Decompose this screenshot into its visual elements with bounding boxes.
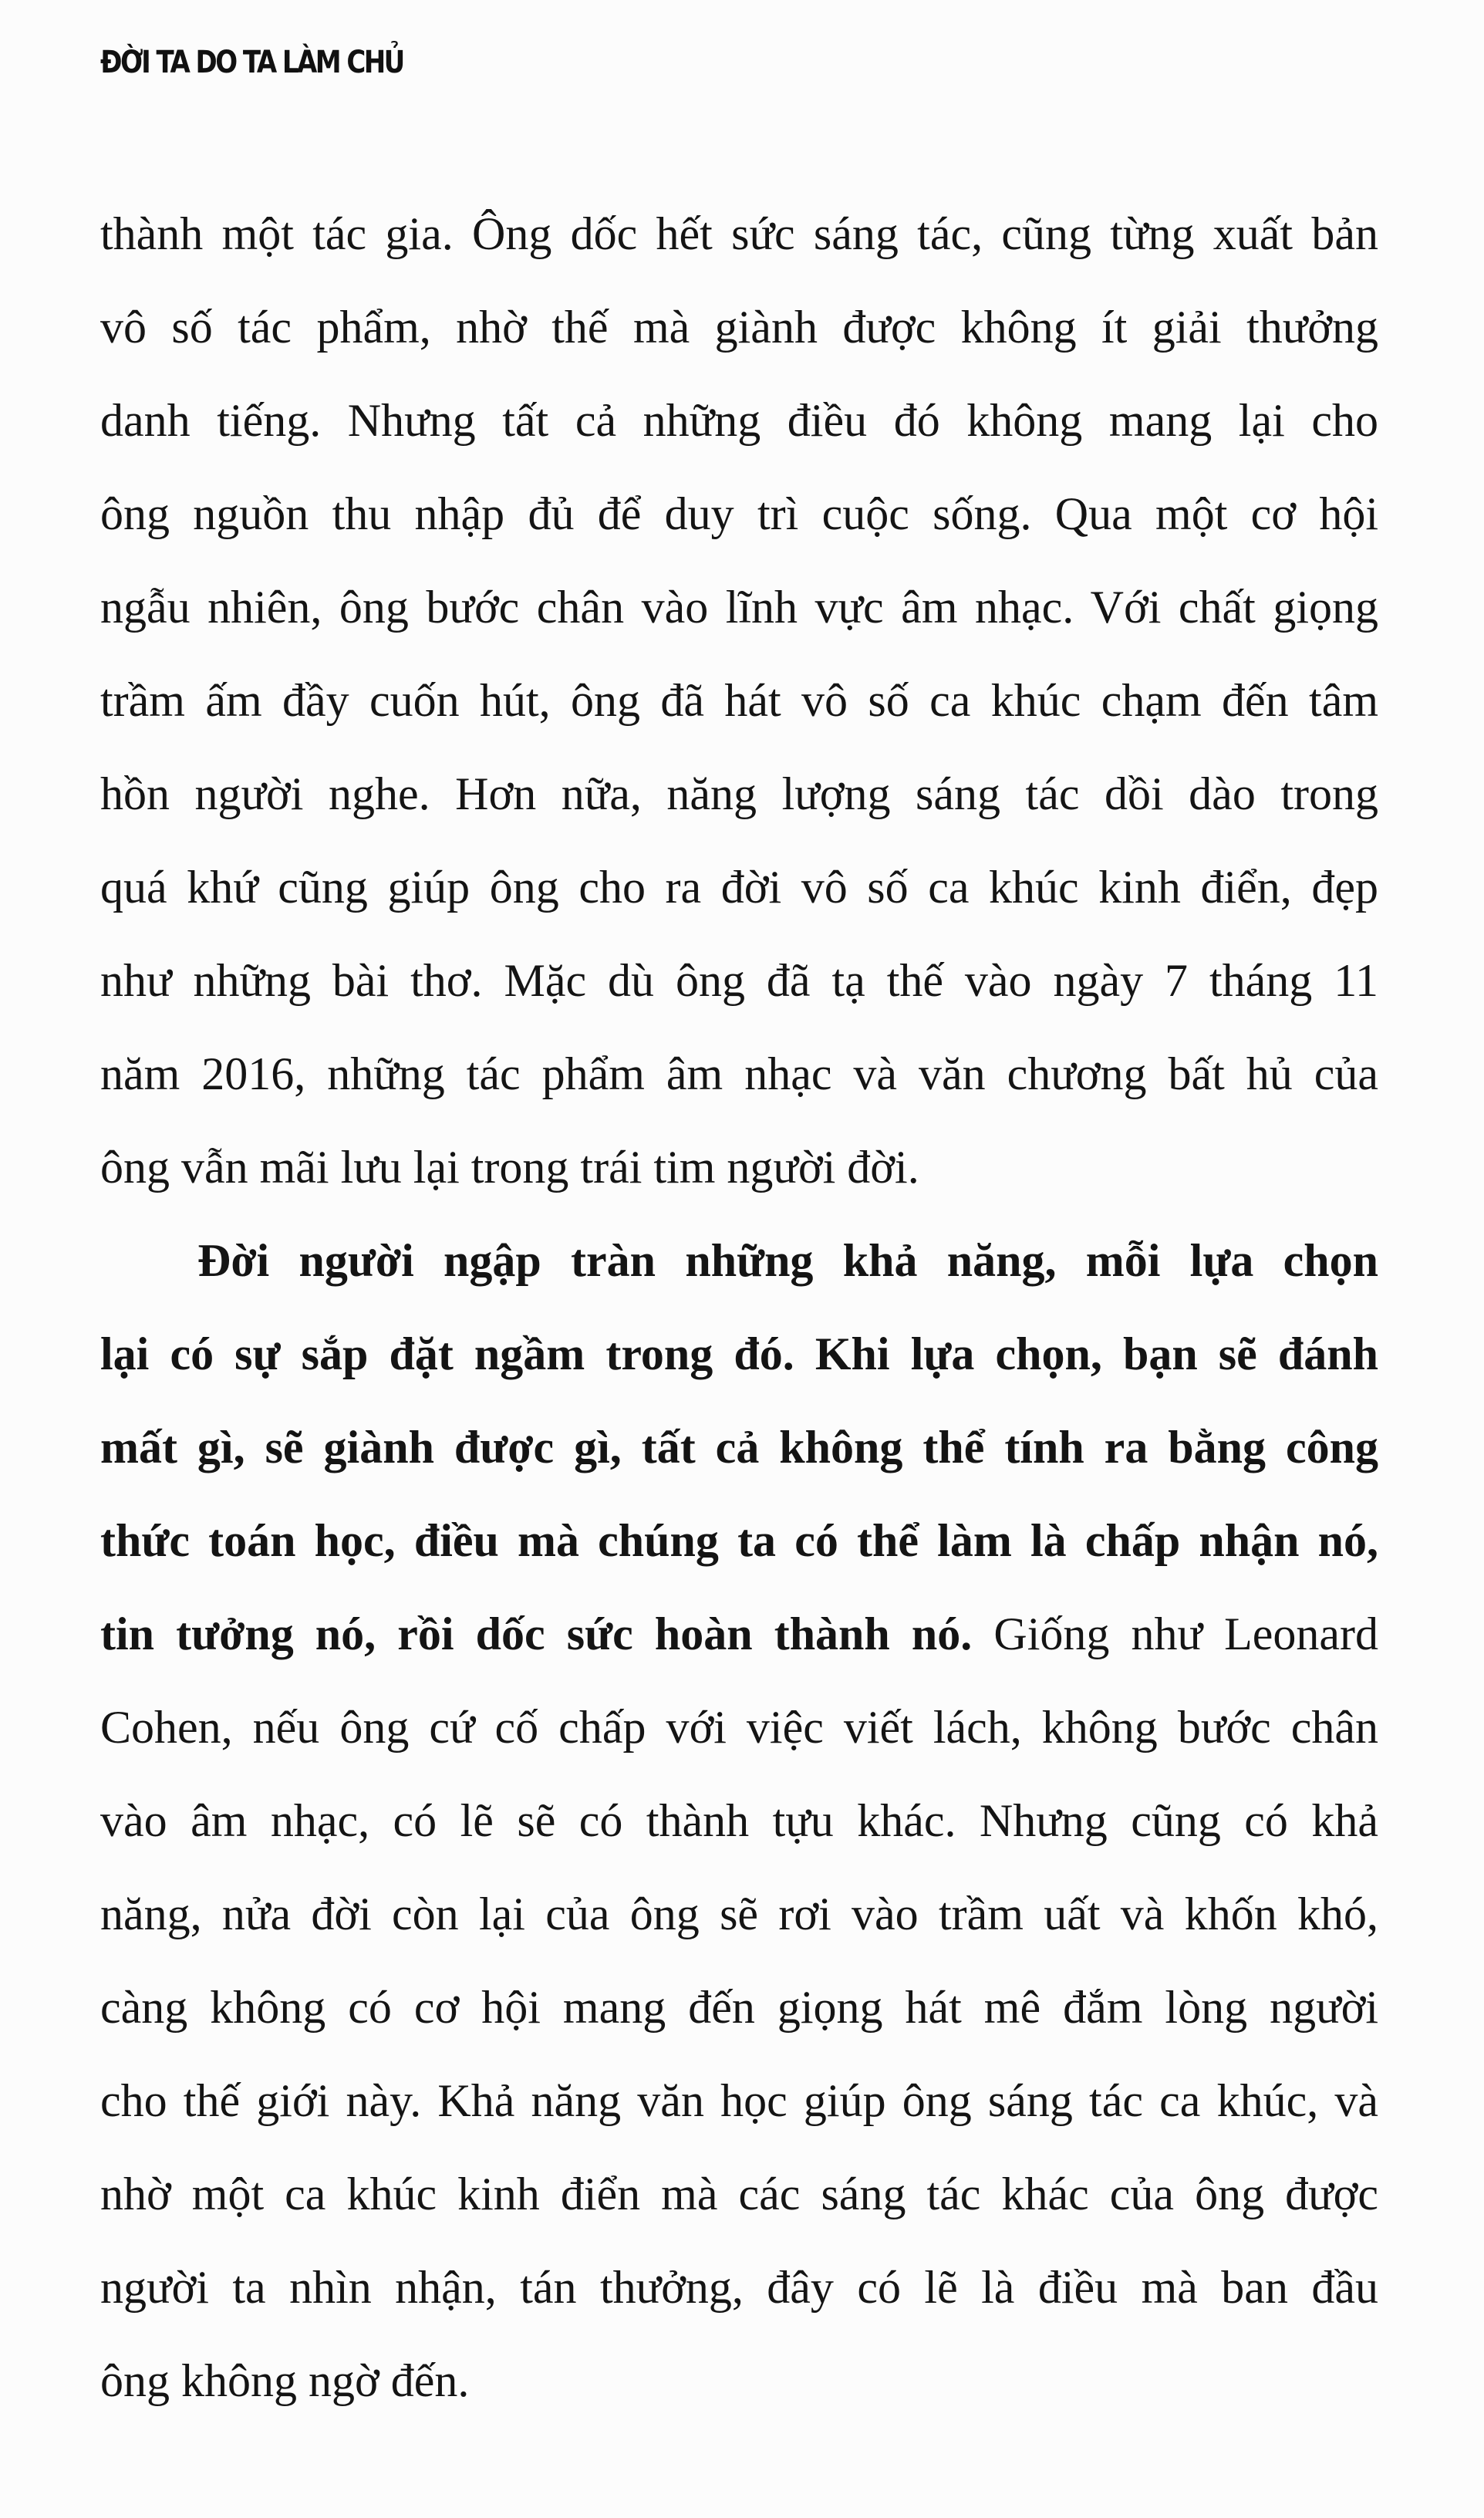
text-line: ngẫu nhiên, ông bước chân vào lĩnh vực âm nhạc. Với chất giọng (100, 582, 1378, 633)
bold-text-line: Đời người ngập tràn những khả năng, mỗi lựa chọn (197, 1235, 1378, 1286)
text-line: người ta nhìn nhận, tán thưởng, đây có lẽ là điều mà ban đầu (100, 2262, 1378, 2313)
regular-text: Giống như Leonard (993, 1608, 1379, 1659)
bold-text-line: lại có sự sắp đặt ngầm trong đó. Khi lựa chọn, bạn sẽ đánh (100, 1328, 1378, 1379)
text-line: trầm ấm đầy cuốn hút, ông đã hát vô số ca khúc chạm đến tâm (100, 675, 1378, 726)
body-text (100, 187, 1378, 2428)
text-line: càng không có cơ hội mang đến giọng hát mê đắm lòng người (100, 1982, 1378, 2033)
text-line: năm 2016, những tác phẩm âm nhạc và văn chương bất hủ của (100, 1048, 1378, 1099)
mixed-text-line (100, 1588, 1378, 1681)
text-line: ông nguồn thu nhập đủ để duy trì cuộc sống. Qua một cơ hội (100, 488, 1378, 539)
text-line: Cohen, nếu ông cứ cố chấp với việc viết lách, không bước chân (100, 1702, 1378, 1753)
text-line: hồn người nghe. Hơn nữa, năng lượng sáng tác dồi dào trong (100, 768, 1378, 819)
text-line: cho thế giới này. Khả năng văn học giúp ông sáng tác ca khúc, và (100, 2075, 1378, 2126)
running-head: ĐỜI TA DO TA LÀM CHỦ (100, 45, 403, 80)
text-line: nhờ một ca khúc kinh điển mà các sáng tác khác của ông được (100, 2169, 1378, 2219)
text-line: ông không ngờ đến. (100, 2355, 470, 2406)
bold-emphasis: tin tưởng nó, rồi dốc sức hoàn thành nó. (100, 1608, 973, 1659)
text-line: vào âm nhạc, có lẽ sẽ có thành tựu khác. Nhưng cũng có khả (100, 1795, 1378, 1846)
text-line: thành một tác gia. Ông dốc hết sức sáng tác, cũng từng xuất bản (100, 208, 1378, 259)
text-line: như những bài thơ. Mặc dù ông đã tạ thế vào ngày 7 tháng 11 (100, 955, 1378, 1006)
bold-text-line: thức toán học, điều mà chúng ta có thể làm là chấp nhận nó, (100, 1515, 1378, 1566)
text-line: năng, nửa đời còn lại của ông sẽ rơi vào trầm uất và khốn khó, (100, 1888, 1378, 1939)
text-line: danh tiếng. Nhưng tất cả những điều đó không mang lại cho (100, 395, 1378, 446)
paragraph-2 (100, 1214, 1378, 2428)
bold-text-line: mất gì, sẽ giành được gì, tất cả không thể tính ra bằng công (100, 1422, 1378, 1473)
text-line: vô số tác phẩm, nhờ thế mà giành được không ít giải thưởng (100, 302, 1378, 353)
text-line: ông vẫn mãi lưu lại trong trái tim người đời. (100, 1142, 919, 1193)
text-line: quá khứ cũng giúp ông cho ra đời vô số ca khúc kinh điển, đẹp (100, 862, 1378, 913)
paragraph-1 (100, 187, 1378, 1214)
